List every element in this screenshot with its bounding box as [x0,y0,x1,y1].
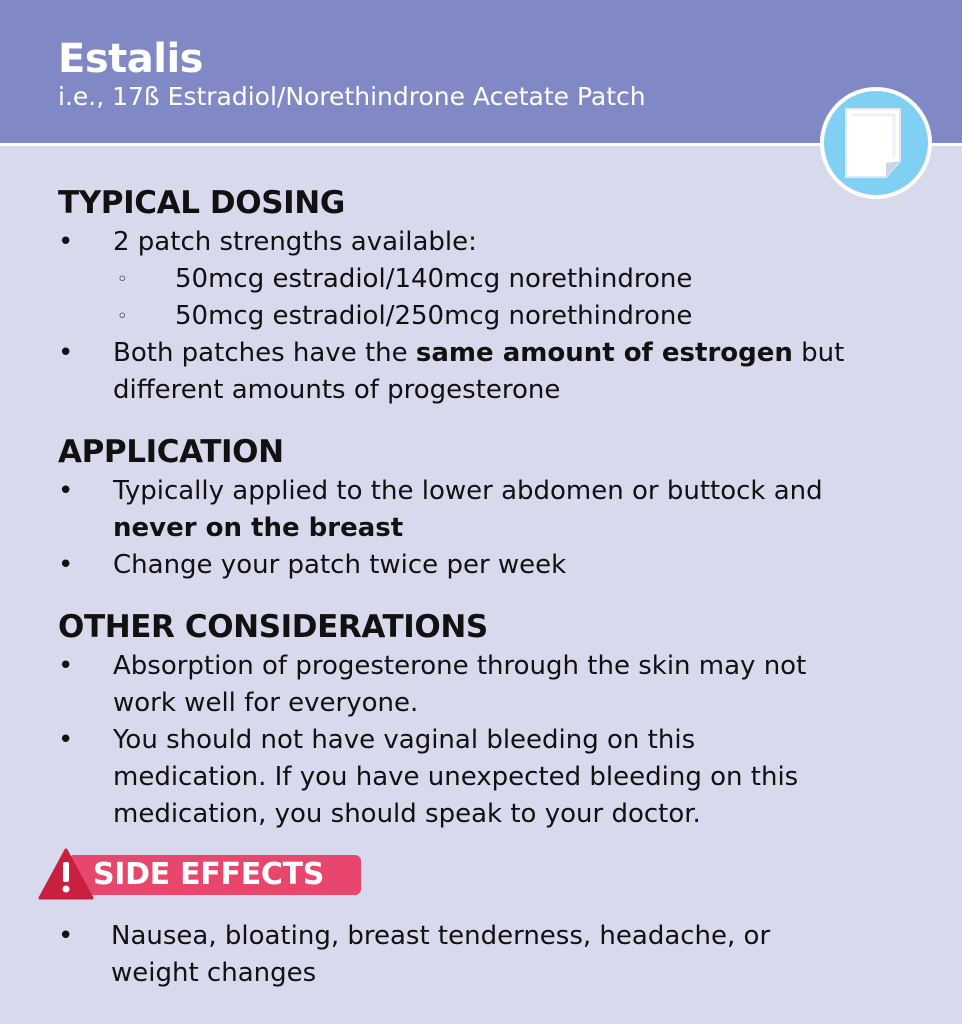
bullet-dot: • [58,921,74,951]
side-effects-item-1-line-2: weight changes [111,958,317,988]
application-item-1: Typically applied to the lower abdomen or buttock and [113,476,823,506]
sub-bullet-dot: ◦ [117,306,128,327]
bullet-dot: • [58,651,74,681]
sub-bullet-dot: ◦ [117,269,128,290]
warning-icon [38,848,94,900]
bullet-dot: • [58,338,74,368]
emphasis-text: same amount of estrogen [415,338,793,368]
side-effects-item-1: Nausea, bloating, breast tenderness, headache, or [111,921,771,951]
application-item-2: Change your patch twice per week [113,550,567,580]
other-heading: OTHER CONSIDERATIONS [58,609,488,645]
page-subtitle: i.e., 17ß Estradiol/Norethindrone Acetate Patch [58,82,646,111]
application-item-1-bold: never on the breast [113,513,404,543]
other-item-1-line-2: work well for everyone. [113,688,419,718]
other-item-2-line-3: medication, you should speak to your doctor. [113,799,701,829]
dosing-item-1: 2 patch strengths available: [113,227,477,257]
dosing-item-2: Both patches have the same amount of estrogen but [113,338,845,368]
bullet-dot: • [58,550,74,580]
bullet-dot: • [58,476,74,506]
dosing-heading: TYPICAL DOSING [58,185,345,221]
patch-icon [820,87,932,199]
other-item-2-line-2: medication. If you have unexpected bleeding on this [113,762,799,792]
bullet-dot: • [58,725,74,755]
dosing-sub-2: 50mcg estradiol/250mcg norethindrone [175,301,693,331]
bullet-dot: • [58,227,74,257]
other-item-1: Absorption of progesterone through the skin may not [113,651,807,681]
side-effects-label: SIDE EFFECTS [93,857,325,892]
header-banner [0,0,962,146]
dosing-item-2-line-2: different amounts of progesterone [113,375,561,405]
page-title: Estalis [58,36,203,82]
dosing-sub-1: 50mcg estradiol/140mcg norethindrone [175,264,693,294]
other-item-2: You should not have vaginal bleeding on this [113,725,696,755]
application-heading: APPLICATION [58,434,284,470]
